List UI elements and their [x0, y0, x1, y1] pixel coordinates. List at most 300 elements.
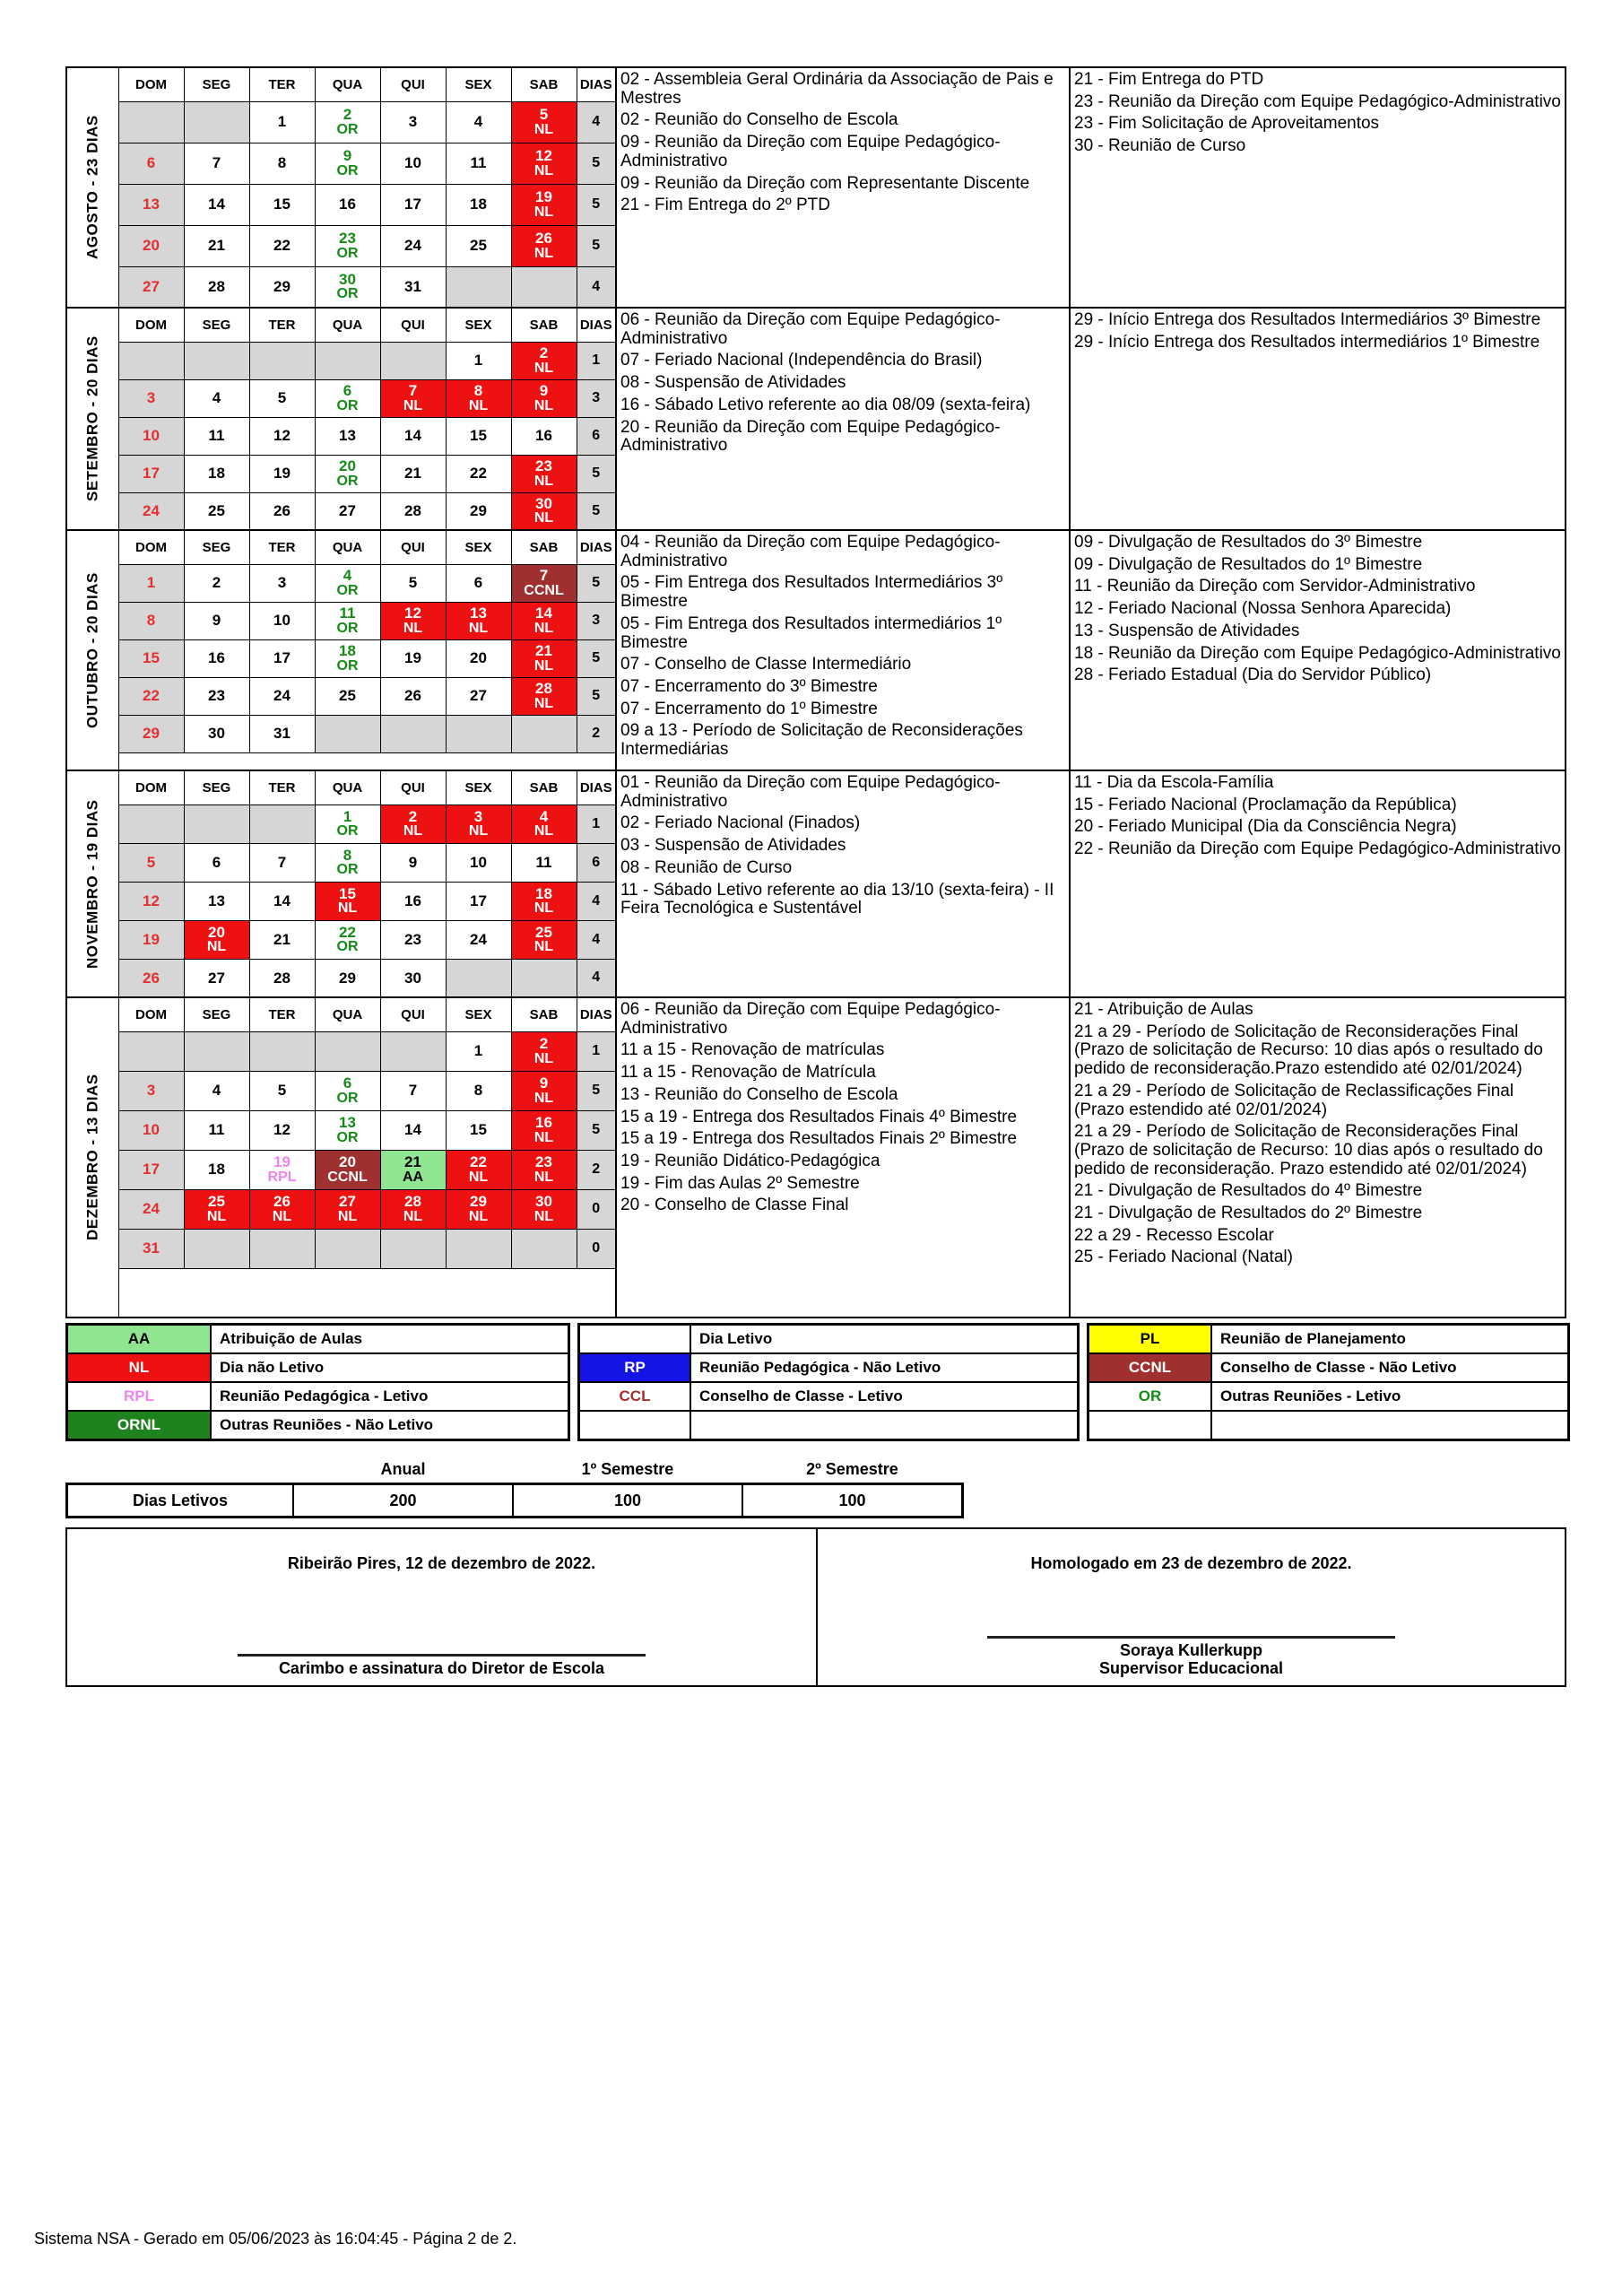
month-events-primary: [617, 996, 1071, 1318]
day-tag: NL: [468, 1169, 489, 1185]
day-cell: [511, 342, 577, 379]
day-number: 4: [343, 567, 352, 585]
day-header-cell: QUA: [315, 67, 380, 101]
day-cell: [184, 715, 249, 752]
day-cell: [118, 455, 184, 492]
day-number: 28: [404, 1193, 421, 1211]
month-events-secondary: [1071, 307, 1566, 531]
event-item: 25 - Feriado Nacional (Natal): [1074, 1248, 1293, 1267]
day-header-cell: SEX: [446, 997, 511, 1031]
day-number: 5: [539, 106, 549, 124]
day-cell: [249, 602, 315, 639]
day-number: 27: [143, 278, 160, 296]
day-number: 5: [277, 389, 287, 407]
event-item: 07 - Feriado Nacional (Independência do Brasil): [620, 351, 983, 370]
dias-count-cell: 4: [577, 882, 616, 920]
week-row: [66, 959, 616, 997]
legend-code-cell: ORNL: [67, 1411, 211, 1439]
day-cell: [380, 1150, 446, 1189]
day-tag: NL: [533, 823, 554, 839]
day-cell: [184, 101, 249, 143]
day-cell: [380, 101, 446, 143]
day-header-cell: SEX: [446, 530, 511, 564]
day-cell: [249, 882, 315, 920]
day-cell: [380, 843, 446, 882]
day-number: 18: [535, 884, 552, 902]
week-row: [66, 417, 616, 455]
day-cell: [184, 455, 249, 492]
day-tag: NL: [533, 360, 554, 376]
day-number: 15: [143, 649, 160, 667]
day-cell: [118, 1031, 184, 1071]
legend-code-cell: CCNL: [1089, 1353, 1211, 1382]
signature-right-name: Soraya Kullerkupp: [1119, 1640, 1263, 1659]
month-label-cell: [66, 530, 118, 770]
summary-value-sem1: 100: [513, 1484, 742, 1517]
day-number: 11: [208, 427, 225, 445]
day-number: 18: [208, 465, 225, 483]
day-cell: [249, 1150, 315, 1189]
day-tag: NL: [468, 620, 489, 636]
day-number: 24: [273, 687, 291, 705]
day-number: 7: [212, 154, 221, 172]
day-number: 5: [408, 574, 418, 592]
day-number: 25: [208, 502, 225, 520]
day-cell: [315, 417, 380, 455]
calendar-header-row: [66, 997, 616, 1031]
day-cell: [315, 1110, 380, 1150]
day-cell: [249, 379, 315, 417]
week-row: [66, 184, 616, 225]
legend-code-cell: CCL: [579, 1382, 690, 1411]
event-item: 02 - Assembleia Geral Ordinária da Associação de Pais e Mestres: [620, 70, 1054, 108]
day-number: 16: [535, 427, 552, 445]
day-cell: [184, 225, 249, 266]
dias-count-cell: 0: [577, 1189, 616, 1229]
day-cell: [184, 1031, 249, 1071]
day-cell: [315, 804, 380, 843]
signature-section: [65, 1527, 1566, 1687]
day-number: 10: [404, 154, 421, 172]
day-number: 1: [277, 113, 287, 131]
week-row: [66, 843, 616, 882]
day-cell: [380, 920, 446, 959]
day-tag: OR: [336, 939, 359, 954]
day-tag: NL: [533, 900, 554, 916]
day-number: 29: [143, 725, 160, 743]
day-number: 17: [143, 1161, 160, 1178]
day-number: 6: [343, 382, 352, 400]
day-cell: [511, 492, 577, 530]
day-cell: [315, 492, 380, 530]
day-cell: [446, 602, 511, 639]
day-cell: [118, 1229, 184, 1268]
dias-count-cell: 6: [577, 843, 616, 882]
day-number: 9: [539, 1074, 549, 1092]
day-cell: [249, 417, 315, 455]
day-number: 8: [343, 846, 352, 864]
day-number: 30: [535, 1193, 552, 1211]
day-number: 10: [470, 853, 487, 871]
day-tag: OR: [336, 1090, 359, 1106]
legend-label-cell: Dia Letivo: [690, 1325, 1078, 1353]
day-number: 25: [208, 1193, 225, 1211]
calendar-header-row: [66, 770, 616, 804]
week-row: [66, 677, 616, 715]
day-number: 29: [470, 502, 487, 520]
day-number: 25: [339, 687, 356, 705]
day-header-cell: TER: [249, 308, 315, 342]
day-cell: [184, 492, 249, 530]
week-row: [66, 225, 616, 266]
day-number: 6: [343, 1074, 352, 1092]
month-calendar: [65, 770, 617, 998]
day-cell: [511, 804, 577, 843]
month-events-primary: [617, 307, 1071, 531]
day-cell: [249, 564, 315, 602]
day-tag: CCNL: [327, 1169, 368, 1185]
month-section: [65, 996, 1566, 1318]
day-header-cell: QUI: [380, 308, 446, 342]
event-item: 02 - Feriado Nacional (Finados): [620, 813, 861, 833]
dias-count-cell: 5: [577, 564, 616, 602]
event-item: 11 - Sábado Letivo referente ao dia 13/10 (sexta-feira) - II Feira Tecnológica e Sustentável: [620, 880, 1054, 918]
day-tag: OR: [336, 823, 359, 839]
day-cell: [249, 492, 315, 530]
event-item: 19 - Fim das Aulas 2º Semestre: [620, 1173, 860, 1193]
day-cell: [249, 266, 315, 308]
day-number: 19: [535, 188, 552, 206]
dias-count-cell: 5: [577, 143, 616, 184]
dias-count-cell: 4: [577, 266, 616, 308]
day-number: 21: [535, 642, 552, 660]
calendar-header-row: [66, 308, 616, 342]
event-item: 20 - Feriado Municipal (Dia da Consciência Negra): [1074, 817, 1457, 837]
day-tag: NL: [337, 900, 358, 916]
day-cell: [446, 455, 511, 492]
event-item: 01 - Reunião da Direção com Equipe Pedagógico-Administrativo: [620, 773, 1001, 811]
day-cell: [446, 564, 511, 602]
day-cell: [249, 804, 315, 843]
day-cell: [511, 1150, 577, 1189]
week-row: [66, 1229, 616, 1268]
day-number: 15: [273, 196, 291, 213]
signature-left-line: [238, 1654, 646, 1657]
event-item: 18 - Reunião da Direção com Equipe Pedagógico-Administrativo: [1074, 643, 1561, 663]
day-cell: [249, 920, 315, 959]
day-cell: [511, 602, 577, 639]
day-cell: [511, 564, 577, 602]
day-header-cell: SEX: [446, 67, 511, 101]
day-cell: [315, 1071, 380, 1110]
day-tag: NL: [403, 823, 423, 839]
day-cell: [118, 602, 184, 639]
day-cell: [118, 843, 184, 882]
event-item: 15 a 19 - Entrega dos Resultados Finais 2º Bimestre: [620, 1129, 1018, 1149]
dias-count-cell: 3: [577, 602, 616, 639]
month-label: AGOSTO - 23 DIAS: [83, 115, 101, 260]
month-label-cell: [66, 67, 118, 308]
day-cell: [380, 417, 446, 455]
day-tag: NL: [533, 657, 554, 674]
legend-label-cell: Outras Reuniões - Não Letivo: [211, 1411, 568, 1439]
legend-table: [65, 1323, 570, 1441]
day-cell: [380, 804, 446, 843]
day-cell: [446, 1229, 511, 1268]
event-item: 12 - Feriado Nacional (Nossa Senhora Aparecida): [1074, 599, 1452, 619]
legend-label-cell: [1211, 1411, 1568, 1439]
day-cell: [184, 1189, 249, 1229]
day-number: 22: [470, 465, 487, 483]
event-item: 20 - Reunião da Direção com Equipe Pedagógico-Administrativo: [620, 417, 1001, 456]
week-row: [66, 266, 616, 308]
event-item: 21 - Divulgação de Resultados do 4º Bimestre: [1074, 1181, 1423, 1201]
day-number: 24: [404, 237, 421, 255]
day-cell: [184, 1150, 249, 1189]
month-events-primary: [617, 529, 1071, 771]
day-cell: [315, 639, 380, 677]
month-calendar: [65, 996, 617, 1318]
event-item: 23 - Reunião da Direção com Equipe Pedagógico-Administrativo: [1074, 91, 1561, 111]
day-header-cell: TER: [249, 770, 315, 804]
legend: [65, 1323, 1566, 1441]
day-cell: [184, 677, 249, 715]
week-row: [66, 1189, 616, 1229]
event-item: 09 - Divulgação de Resultados do 1º Bimestre: [1074, 554, 1423, 574]
signature-left-caption: Carimbo e assinatura do Diretor de Escola: [278, 1659, 605, 1678]
day-number: 12: [535, 147, 552, 165]
day-number: 7: [539, 567, 549, 585]
day-header-cell: DIAS: [577, 308, 616, 342]
calendar-header-row: [66, 67, 616, 101]
event-item: 11 a 15 - Renovação de Matrícula: [620, 1063, 876, 1083]
event-item: 08 - Reunião de Curso: [620, 857, 793, 877]
event-item: 20 - Conselho de Classe Final: [620, 1196, 849, 1215]
day-cell: [249, 1110, 315, 1150]
legend-table: [577, 1323, 1080, 1441]
summary-header-sem2: 2º Semestre: [806, 1459, 898, 1478]
day-number: 27: [339, 1193, 356, 1211]
day-tag: NL: [533, 695, 554, 711]
day-cell: [380, 715, 446, 752]
day-tag: NL: [533, 1129, 554, 1145]
summary-header-anual: Anual: [380, 1459, 426, 1478]
summary-row-label: Dias Letivos: [67, 1484, 293, 1517]
day-tag: NL: [533, 939, 554, 954]
signature-left-date: Ribeirão Pires, 12 de dezembro de 2022.: [287, 1554, 596, 1572]
legend-label-cell: Conselho de Classe - Não Letivo: [1211, 1353, 1568, 1382]
legend-code-cell: OR: [1089, 1382, 1211, 1411]
day-number: 21: [208, 237, 225, 255]
day-number: 31: [273, 725, 291, 743]
day-number: 17: [404, 196, 421, 213]
day-number: 27: [470, 687, 487, 705]
week-row: [66, 804, 616, 843]
day-tag: NL: [533, 121, 554, 137]
day-number: 22: [470, 1153, 487, 1171]
calendar-page: [65, 66, 1566, 1687]
day-cell: [184, 804, 249, 843]
day-cell: [184, 843, 249, 882]
day-number: 23: [208, 687, 225, 705]
day-header-cell: SAB: [511, 67, 577, 101]
day-tag: OR: [336, 245, 359, 261]
day-cell: [249, 184, 315, 225]
day-cell: [249, 1071, 315, 1110]
day-cell: [511, 266, 577, 308]
day-cell: [511, 225, 577, 266]
day-number: 2: [408, 807, 418, 825]
legend-code-cell: [579, 1325, 690, 1353]
day-cell: [446, 379, 511, 417]
day-cell: [380, 602, 446, 639]
day-cell: [118, 959, 184, 997]
day-cell: [118, 1150, 184, 1189]
day-number: 3: [146, 389, 156, 407]
day-header-cell: QUI: [380, 530, 446, 564]
day-tag: NL: [468, 823, 489, 839]
day-cell: [315, 920, 380, 959]
day-cell: [446, 101, 511, 143]
week-row: [66, 1031, 616, 1071]
day-cell: [446, 184, 511, 225]
month-label: DEZEMBRO - 13 DIAS: [83, 1074, 101, 1241]
day-cell: [118, 677, 184, 715]
day-cell: [118, 184, 184, 225]
dias-count-cell: 5: [577, 1110, 616, 1150]
legend-code-cell: RPL: [67, 1382, 211, 1411]
month-section: [65, 66, 1566, 309]
day-tag: OR: [336, 397, 359, 413]
day-number: 4: [473, 113, 483, 131]
day-header-cell: SEX: [446, 308, 511, 342]
day-cell: [315, 882, 380, 920]
day-number: 24: [143, 1200, 160, 1218]
day-cell: [249, 143, 315, 184]
event-item: 29 - Início Entrega dos Resultados Intermediários 3º Bimestre: [1074, 310, 1541, 329]
day-cell: [446, 1150, 511, 1189]
day-number: 1: [146, 574, 156, 592]
event-item: 22 a 29 - Recesso Escolar: [1074, 1225, 1274, 1245]
day-cell: [511, 101, 577, 143]
day-number: 10: [143, 427, 160, 445]
event-item: 03 - Suspensão de Atividades: [620, 836, 846, 856]
day-cell: [249, 342, 315, 379]
day-number: 4: [212, 389, 221, 407]
day-cell: [511, 184, 577, 225]
event-item: 09 a 13 - Período de Solicitação de Reconsiderações Intermediárias: [620, 721, 1023, 760]
day-cell: [315, 1150, 380, 1189]
day-number: 8: [277, 154, 287, 172]
week-row: [66, 1071, 616, 1110]
day-number: 9: [539, 382, 549, 400]
day-number: 18: [470, 196, 487, 213]
day-tag: NL: [533, 245, 554, 261]
event-item: 07 - Encerramento do 3º Bimestre: [620, 676, 878, 696]
day-tag: CCNL: [524, 582, 564, 598]
day-number: 28: [404, 502, 421, 520]
day-cell: [315, 455, 380, 492]
dias-count-cell: 4: [577, 959, 616, 997]
day-number: 9: [343, 147, 352, 165]
day-number: 4: [539, 807, 549, 825]
day-tag: NL: [533, 1090, 554, 1106]
legend-label-cell: Reunião Pedagógica - Não Letivo: [690, 1353, 1078, 1382]
day-cell: [446, 715, 511, 752]
day-number: 23: [339, 230, 356, 248]
day-tag: NL: [533, 1050, 554, 1066]
day-header-cell: SEG: [184, 67, 249, 101]
day-number: 11: [535, 853, 552, 871]
day-number: 20: [143, 237, 160, 255]
day-cell: [184, 882, 249, 920]
day-tag: NL: [403, 620, 423, 636]
day-cell: [118, 882, 184, 920]
dias-count-cell: 5: [577, 1071, 616, 1110]
day-number: 14: [535, 604, 552, 622]
month-events-primary: [617, 66, 1071, 309]
dias-count-cell: 4: [577, 101, 616, 143]
day-header-cell: DOM: [118, 530, 184, 564]
day-cell: [249, 677, 315, 715]
day-header-cell: DOM: [118, 308, 184, 342]
day-header-cell: SEG: [184, 997, 249, 1031]
day-number: 23: [535, 1153, 552, 1171]
day-cell: [380, 492, 446, 530]
day-cell: [184, 184, 249, 225]
day-tag: NL: [337, 1208, 358, 1224]
legend-label-cell: Conselho de Classe - Letivo: [690, 1382, 1078, 1411]
day-number: 10: [143, 1121, 160, 1139]
day-cell: [511, 920, 577, 959]
event-item: 21 - Atribuição de Aulas: [1074, 1000, 1253, 1019]
week-row: [66, 379, 616, 417]
event-item: 13 - Suspensão de Atividades: [1074, 621, 1300, 640]
day-cell: [446, 342, 511, 379]
day-number: 19: [273, 465, 291, 483]
day-number: 5: [146, 853, 156, 871]
day-number: 20: [470, 649, 487, 667]
summary-value-sem2: 100: [742, 1484, 962, 1517]
day-cell: [380, 1110, 446, 1150]
day-number: 13: [143, 196, 160, 213]
day-cell: [446, 1189, 511, 1229]
month-section: [65, 529, 1566, 771]
day-number: 9: [408, 853, 418, 871]
day-cell: [249, 225, 315, 266]
day-tag: NL: [533, 473, 554, 489]
day-number: 29: [470, 1193, 487, 1211]
day-cell: [380, 143, 446, 184]
day-number: 16: [339, 196, 356, 213]
day-number: 2: [343, 106, 352, 124]
day-number: 25: [470, 237, 487, 255]
day-tag: NL: [403, 397, 423, 413]
day-header-cell: DIAS: [577, 997, 616, 1031]
day-header-cell: DIAS: [577, 770, 616, 804]
day-number: 13: [339, 427, 356, 445]
dias-count-cell: 5: [577, 639, 616, 677]
day-cell: [511, 882, 577, 920]
day-tag: OR: [336, 473, 359, 489]
day-tag: NL: [468, 397, 489, 413]
day-cell: [380, 1229, 446, 1268]
day-cell: [380, 379, 446, 417]
signature-right-bottom: [987, 1636, 1395, 1678]
day-header-cell: SEG: [184, 770, 249, 804]
day-cell: [511, 379, 577, 417]
day-cell: [118, 266, 184, 308]
